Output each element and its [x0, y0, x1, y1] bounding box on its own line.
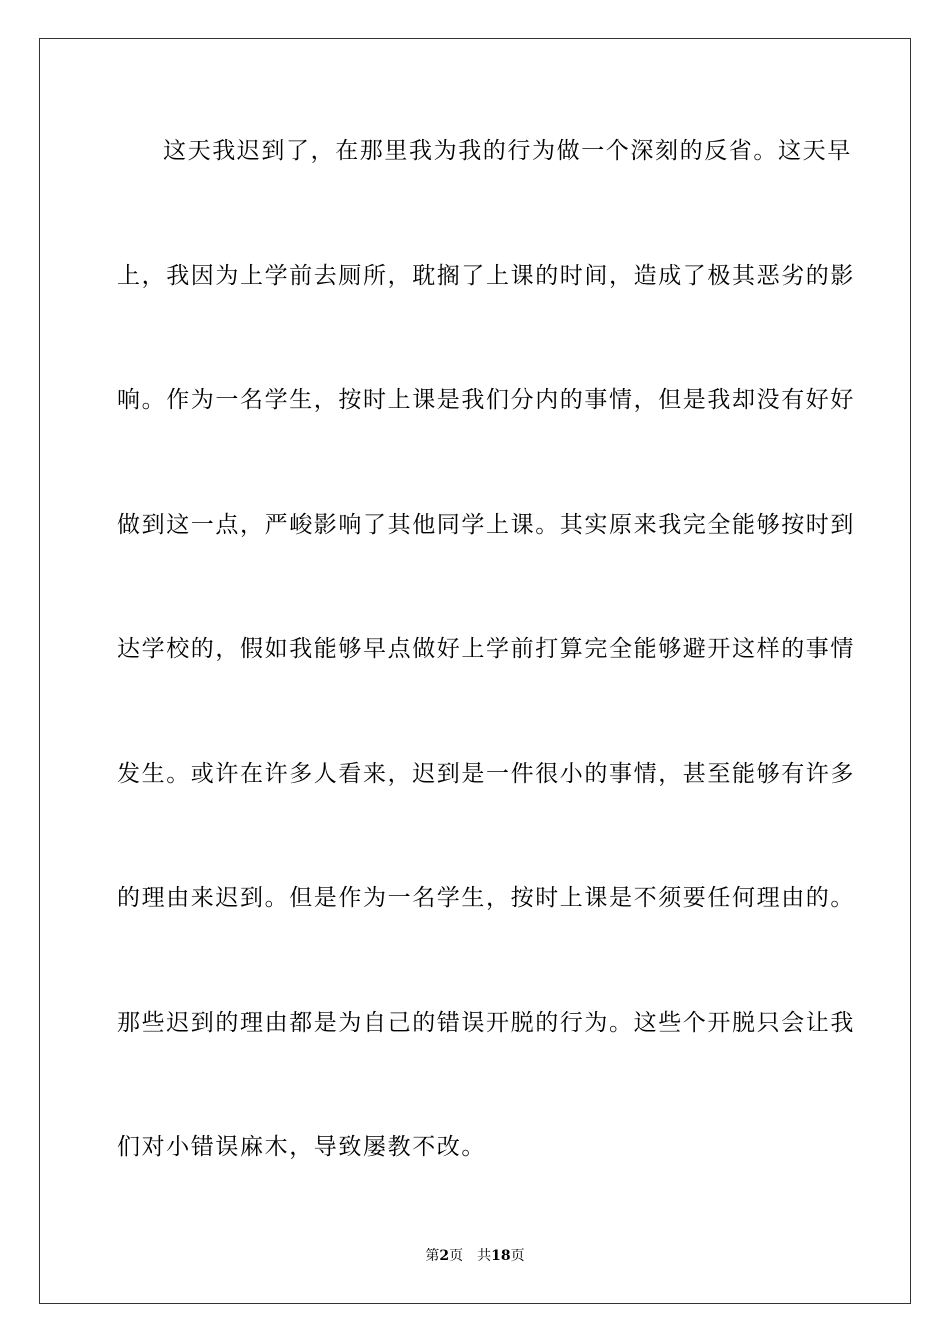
text-line-9: 们对小错误麻木，导致屡教不改。 [117, 1134, 486, 1160]
total-suffix: 页 [510, 1248, 525, 1264]
page-number: 2 [439, 1248, 450, 1264]
total-pages: 18 [491, 1248, 511, 1264]
text-line-4: 做到这一点，严峻影响了其他同学上课。其实原来我完全能够按时到 [117, 512, 855, 538]
total-prefix: 共 [477, 1248, 492, 1264]
text-line-2: 上，我因为上学前去厕所，耽搁了上课的时间，造成了极其恶劣的影 [117, 263, 855, 289]
text-line-5: 达学校的，假如我能够早点做好上学前打算完全能够避开这样的事情 [117, 636, 855, 662]
page-border [39, 38, 911, 1304]
page-footer [0, 1247, 950, 1265]
page-suffix: 页 [449, 1248, 464, 1264]
text-line-3: 响。作为一名学生，按时上课是我们分内的事情，但是我却没有好好 [117, 387, 855, 413]
text-line-8: 那些迟到的理由都是为自己的错误开脱的行为。这些个开脱只会让我 [117, 1010, 855, 1036]
text-line-6: 发生。或许在许多人看来，迟到是一件很小的事情，甚至能够有许多 [117, 761, 855, 787]
page-prefix: 第 [425, 1248, 440, 1264]
text-line-1: 这天我迟到了，在那里我为我的行为做一个深刻的反省。这天早 [163, 138, 852, 164]
text-line-7: 的理由来迟到。但是作为一名学生，按时上课是不须要任何理由的。 [117, 885, 855, 911]
